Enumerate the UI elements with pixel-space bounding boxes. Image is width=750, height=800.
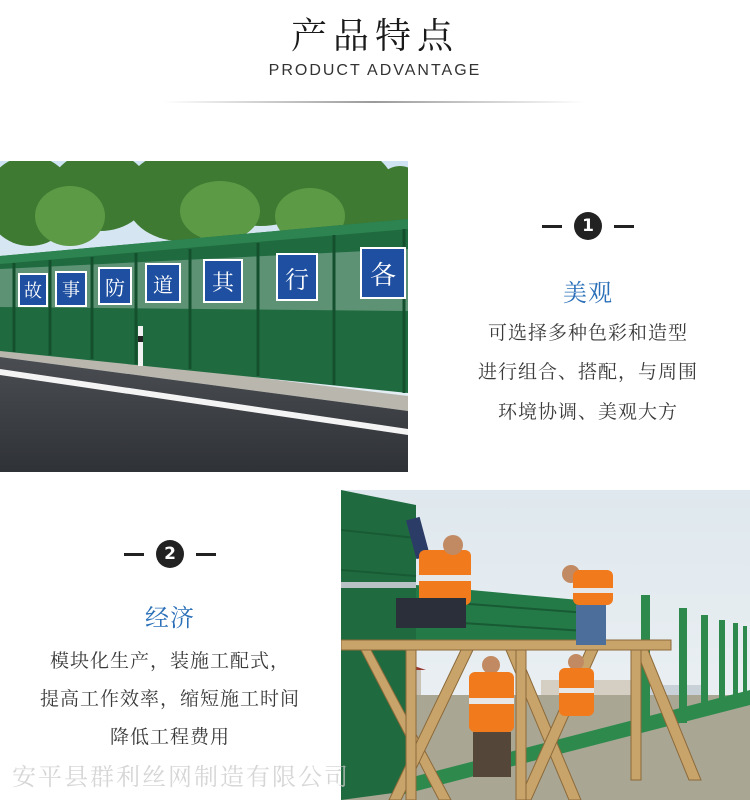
dash-right bbox=[196, 553, 216, 556]
feature-1-line-3: 环境协调、美观大方 bbox=[497, 401, 678, 423]
feature-2-marker bbox=[20, 540, 320, 568]
dash-right bbox=[614, 225, 634, 228]
feature-1-title: 美观 bbox=[563, 279, 613, 307]
feature-1-line-1: 可选择多种色彩和造型 bbox=[487, 322, 688, 344]
dash-left bbox=[542, 225, 562, 228]
dash-left bbox=[124, 553, 144, 556]
page-title: 产品特点 bbox=[290, 16, 459, 57]
company-watermark: 安平县群利丝网制造有限公司 bbox=[12, 763, 350, 791]
number-badge: 2 bbox=[156, 540, 184, 568]
sign-char: 各 bbox=[360, 247, 406, 299]
sign-char: 道 bbox=[145, 263, 181, 303]
barrier-sign-row bbox=[0, 161, 408, 472]
feature-2-line-3: 降低工程费用 bbox=[109, 726, 230, 748]
sign-char: 事 bbox=[55, 271, 87, 307]
sign-char: 防 bbox=[98, 267, 132, 305]
sign-char: 行 bbox=[276, 253, 318, 301]
page-subtitle: PRODUCT ADVANTAGE bbox=[268, 62, 482, 79]
feature-2-line-1: 模块化生产，装施工配式， bbox=[49, 650, 290, 672]
feature-2-line-2: 提高工作效率，缩短施工时间 bbox=[39, 688, 300, 710]
feature-1-line-2: 进行组合、搭配，与周围 bbox=[477, 361, 698, 383]
number-badge: 1 bbox=[574, 212, 602, 240]
sign-char: 故 bbox=[18, 273, 48, 307]
sign-char: 其 bbox=[203, 259, 243, 303]
feature-1-marker bbox=[438, 212, 738, 240]
barrier-installation-photo bbox=[341, 490, 750, 800]
header-divider bbox=[163, 101, 585, 103]
feature-2-title: 经济 bbox=[145, 604, 195, 632]
